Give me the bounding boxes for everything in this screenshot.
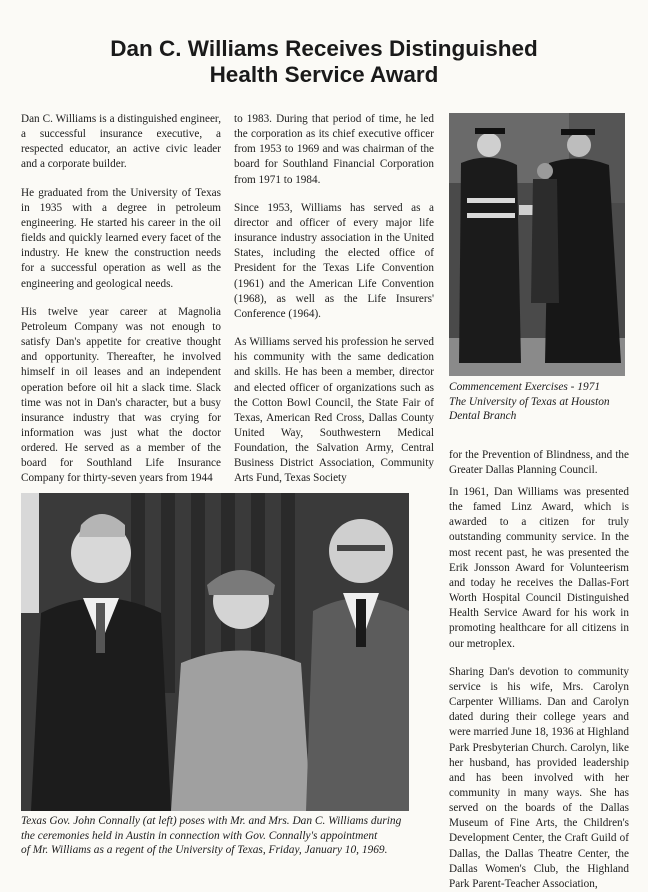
caption-line: Commencement Exercises - 1971: [449, 381, 601, 393]
paragraph-community-continued: for the Prevention of Blindness, and the Greater Dallas Planning Council.: [449, 449, 629, 477]
caption-line: Texas Gov. John Connally (at left) poses with Mr. and Mrs. Dan C. Williams during: [21, 815, 402, 827]
article-title-line-2: Health Service Award: [209, 62, 439, 87]
paragraph-intro: Dan C. Williams is a distinguished engineer, a successful insurance executive, a respected educator, an active civic leader and a corporate builder.: [21, 113, 221, 171]
text-column-3-top: [449, 448, 629, 478]
paragraph-education: He graduated from the University of Texas in 1935 with a degree in petroleum engineering. He started his career in the oil fields and quickly learned every facet of the industry. He knew the construction needs for a successful operation as well as the engineering and geological needs.: [21, 186, 221, 290]
caption-line: Dental Branch: [449, 410, 517, 423]
caption-line: of Mr. Williams as a regent of the University of Texas, Friday, January 10, 1969.: [21, 844, 388, 857]
paragraph-wife: Sharing Dan's devotion to community service is his wife, Mrs. Carolyn Carpenter Williams. Dan and Carolyn dated during their college years and were married June 18, 1936 at Highland Park Presbyterian Church. Carolyn, like her husband, has provided leadership and has been involved with her community in many ways. She has served on the boards of the Dallas Museum of Fine Arts, the Children's Development Center, the Craft Guild of Dallas, the Dallas Theatre Center, the Dallas Women's Club, the Highland Park Parent-Teacher Association,: [449, 665, 629, 890]
paragraph-associations: Since 1953, Williams has served as a director and officer of every major life insurance industry association in the United States, including the elected office of President for the Texas Life Convention (1961) and the American Life Convention (1968), as well as the Life Insurers' Conference (1964).: [234, 201, 434, 320]
paragraph-community: As Williams served his profession he served his community with the same dedication and skills. He has been a member, director and elected officer of organizations such as the Cotton Bowl Council, the State Fair of Texas, American Red Cross, Dallas County United Way, Southwestern Medical Foundation, the Salvation Army, Central Business District Association, Community Arts Fund, Texas Society: [234, 336, 434, 485]
article-title-line-1: Dan C. Williams Receives Distinguished: [110, 36, 538, 61]
paragraph-career-continued: to 1983. During that period of time, he led the corporation as its chief executive officer from 1953 to 1969 and was chairman of the board for Southland Financial Corporation from 1971 to 1984.: [234, 113, 434, 186]
caption-line: the ceremonies held in Austin in connection with Gov. Connally's appointment: [21, 829, 378, 842]
text-column-1: [21, 112, 221, 487]
paragraph-awards: In 1961, Dan Williams was presented the famed Linz Award, which is awarded to a citizen for truly outstanding community service. In the most recent past, he was presented the Erik Jonsson Award for Volunteerism and today he receives the Dallas-Fort Worth Hospital Council Distinguished Health Service Award for his work in promoting healthcare for all citizens in our metroplex.: [449, 486, 629, 650]
connally-photo-caption: [21, 814, 421, 858]
article-title: [0, 36, 648, 88]
commencement-photo: [449, 113, 625, 376]
text-column-3-bottom: [449, 485, 629, 892]
text-column-2: [234, 112, 434, 487]
paragraph-career: His twelve year career at Magnolia Petroleum Company was not enough to satisfy Dan's appetite for creative thought and opportunity. Thereafter, he involved himself in oil leases and an independent operation before oil hit a slack time. Slack time was not in Dan's character, but a busy insurance industry that was crying for information was just what the doctor ordered. He served as a member of the board for Southland Life Insurance Company for thirty-seven years from 1944: [21, 305, 221, 485]
commencement-caption: [449, 380, 634, 424]
connally-williams-photo: [21, 493, 409, 811]
caption-line: The University of Texas at Houston: [449, 395, 610, 408]
